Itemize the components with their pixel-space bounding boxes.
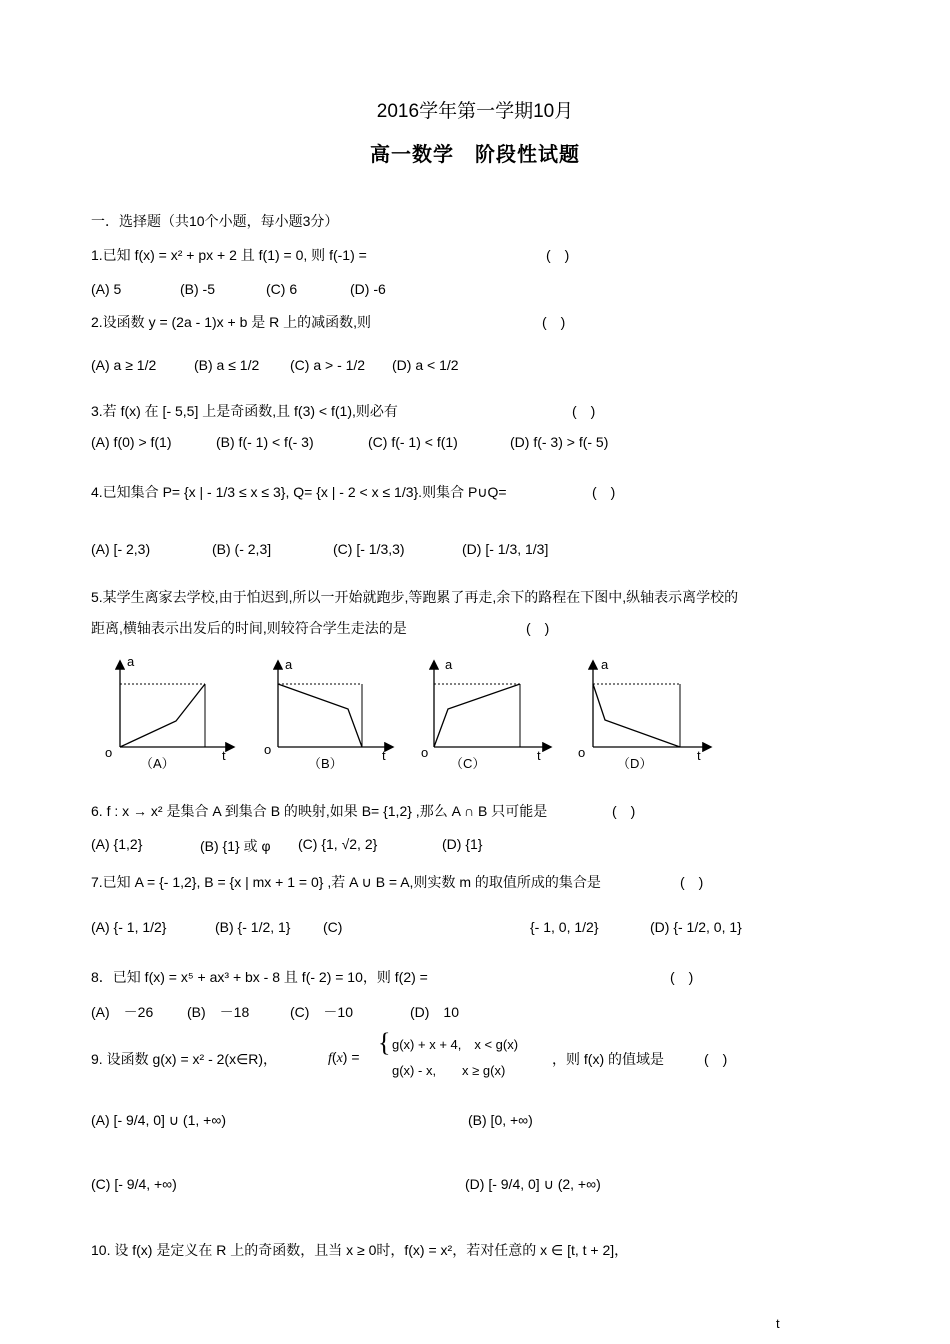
q3-option-d: (D) f(- 3) > f(- 5) [510, 434, 609, 450]
section-heading: 一．选择题（共10个小题，每小题3分） [91, 213, 339, 229]
question-9-stem-pre: 9. 设函数 g(x) = x² - 2(x∈R)， [91, 1051, 278, 1067]
question-6-stem: 6. f : x → x² 是集合 A 到集合 B 的映射,如果 B= {1,2} ,那么 A ∩ B 只可能是 [91, 803, 548, 819]
question-9-piece-1: g(x) + x + 4, x < g(x) [392, 1037, 519, 1052]
graph-d-y-label: a [601, 657, 609, 672]
question-6-answer-paren: ( ) [612, 803, 636, 819]
q6-option-a: (A) {1,2} [91, 836, 143, 852]
q9-option-a: (A) [- 9/4, 0] ∪ (1, +∞) [91, 1112, 226, 1128]
q4-option-d: (D) [- 1/3, 1/3] [462, 541, 549, 557]
graph-b [278, 662, 392, 747]
graph-a-caption: （A） [140, 756, 175, 771]
question-9-brace: { [378, 1028, 391, 1057]
q2-option-b: (B) a ≤ 1/2 [194, 357, 260, 373]
q3-option-a: (A) f(0) > f(1) [91, 434, 172, 450]
graph-b-y-label: a [285, 657, 293, 672]
question-2-answer-paren: ( ) [542, 314, 566, 330]
question-4-answer-paren: ( ) [592, 484, 616, 500]
q1-option-c: (C) 6 [266, 281, 298, 297]
question-8-answer-paren: ( ) [670, 969, 694, 985]
q6-option-d: (D) {1} [442, 836, 483, 852]
graph-d-caption: （D） [617, 756, 653, 771]
q7-option-c-value: {- 1, 0, 1/2} [530, 919, 599, 935]
q1-option-b: (B) -5 [180, 281, 215, 297]
q2-option-c: (C) a > - 1/2 [290, 357, 366, 373]
question-5-graphs [100, 652, 880, 774]
q9-option-b: (B) [0, +∞) [468, 1112, 533, 1128]
question-9-piece-2: g(x) - x, x ≥ g(x) [392, 1063, 506, 1078]
q4-option-c: (C) [- 1/3,3) [333, 541, 405, 557]
q7-option-c-label: (C) [323, 919, 343, 935]
graph-d-origin-label: o [578, 745, 586, 760]
graph-b-x-label: t [382, 748, 386, 763]
question-9-stem-post: ，则 f(x) 的值域是 [552, 1051, 664, 1067]
graph-c-x-label: t [537, 748, 541, 763]
graph-a-origin-label: o [105, 745, 113, 760]
question-10-stem: 10. 设 f(x) 是定义在 R 上的奇函数，且当 x ≥ 0时，f(x) = x²，若对任意的 x ∈ [t, t + 2]， [91, 1242, 629, 1258]
exam-title: 2016学年第一学期10月 [376, 101, 574, 122]
graph-a [120, 662, 233, 747]
graph-d-x-label: t [697, 748, 701, 763]
exam-subtitle: 高一数学 阶段性试题 [370, 144, 580, 166]
graph-d [593, 662, 710, 747]
graph-b-caption: （B） [308, 756, 343, 771]
graph-a-y-label: a [127, 654, 135, 669]
q7-option-b: (B) {- 1/2, 1} [215, 919, 291, 935]
question-5-answer-paren: ( ) [526, 620, 550, 636]
q8-option-b: (B) －18 [187, 1004, 250, 1020]
graph-b-origin-label: o [264, 742, 272, 757]
q7-option-d: (D) {- 1/2, 0, 1} [650, 919, 742, 935]
question-1-stem: 1.已知 f(x) = x² + px + 2 且 f(1) = 0, 则 f(-1) = [91, 247, 367, 263]
q4-option-b: (B) (- 2,3] [212, 541, 272, 557]
graph-c-y-label: a [445, 657, 453, 672]
q9-option-d: (D) [- 9/4, 0] ∪ (2, +∞) [465, 1176, 601, 1192]
question-3-stem: 3.若 f(x) 在 [- 5,5] 上是奇函数,且 f(3) < f(1),则必有 [91, 403, 398, 419]
q6-option-b: (B) {1} 或 φ [200, 838, 271, 854]
question-9-answer-paren: ( ) [704, 1051, 728, 1067]
question-5-stem-line2: 距离,横轴表示出发后的时间,则较符合学生走法的是 [91, 620, 407, 636]
q8-option-d: (D) 10 [410, 1004, 460, 1020]
question-5-stem-line1: 5.某学生离家去学校,由于怕迟到,所以一开始就跑步,等跑累了再走,余下的路程在下图中,纵轴表示离学校的 [91, 589, 739, 605]
question-8-stem: 8．已知 f(x) = x⁵ + ax³ + bx - 8 且 f(- 2) = 10，则 f(2) = [91, 969, 428, 985]
question-9-fx: f(x) = [328, 1049, 360, 1066]
q8-option-a: (A) －26 [91, 1004, 154, 1020]
q1-option-d: (D) -6 [350, 281, 386, 297]
question-2-stem: 2.设函数 y = (2a - 1)x + b 是 R 上的减函数,则 [91, 314, 372, 330]
question-7-answer-paren: ( ) [680, 874, 704, 890]
q9-option-c: (C) [- 9/4, +∞) [91, 1176, 177, 1192]
q6-option-c: (C) {1, √2, 2} [298, 836, 378, 852]
q4-option-a: (A) [- 2,3) [91, 541, 151, 557]
question-3-answer-paren: ( ) [572, 403, 596, 419]
graph-a-x-label: t [222, 748, 226, 763]
question-7-stem: 7.已知 A = {- 1,2}, B = {x | mx + 1 = 0} ,若 A ∪ B = A,则实数 m 的取值所成的集合是 [91, 874, 601, 890]
q8-option-c: (C) －10 [290, 1004, 354, 1020]
question-1-answer-paren: ( ) [546, 247, 570, 263]
q3-option-c: (C) f(- 1) < f(1) [368, 434, 458, 450]
q1-option-a: (A) 5 [91, 281, 122, 297]
graph-c-origin-label: o [421, 745, 429, 760]
q3-option-b: (B) f(- 1) < f(- 3) [216, 434, 314, 450]
q2-option-d: (D) a < 1/2 [392, 357, 459, 373]
graph-c [434, 662, 550, 747]
footer-text: t [776, 1316, 780, 1331]
q2-option-a: (A) a ≥ 1/2 [91, 357, 157, 373]
graph-c-caption: （C） [450, 756, 486, 771]
question-4-stem: 4.已知集合 P= {x | - 1/3 ≤ x ≤ 3}, Q= {x | - 2 < x ≤ 1/3}.则集合 P∪Q= [91, 484, 507, 500]
q7-option-a: (A) {- 1, 1/2} [91, 919, 167, 935]
